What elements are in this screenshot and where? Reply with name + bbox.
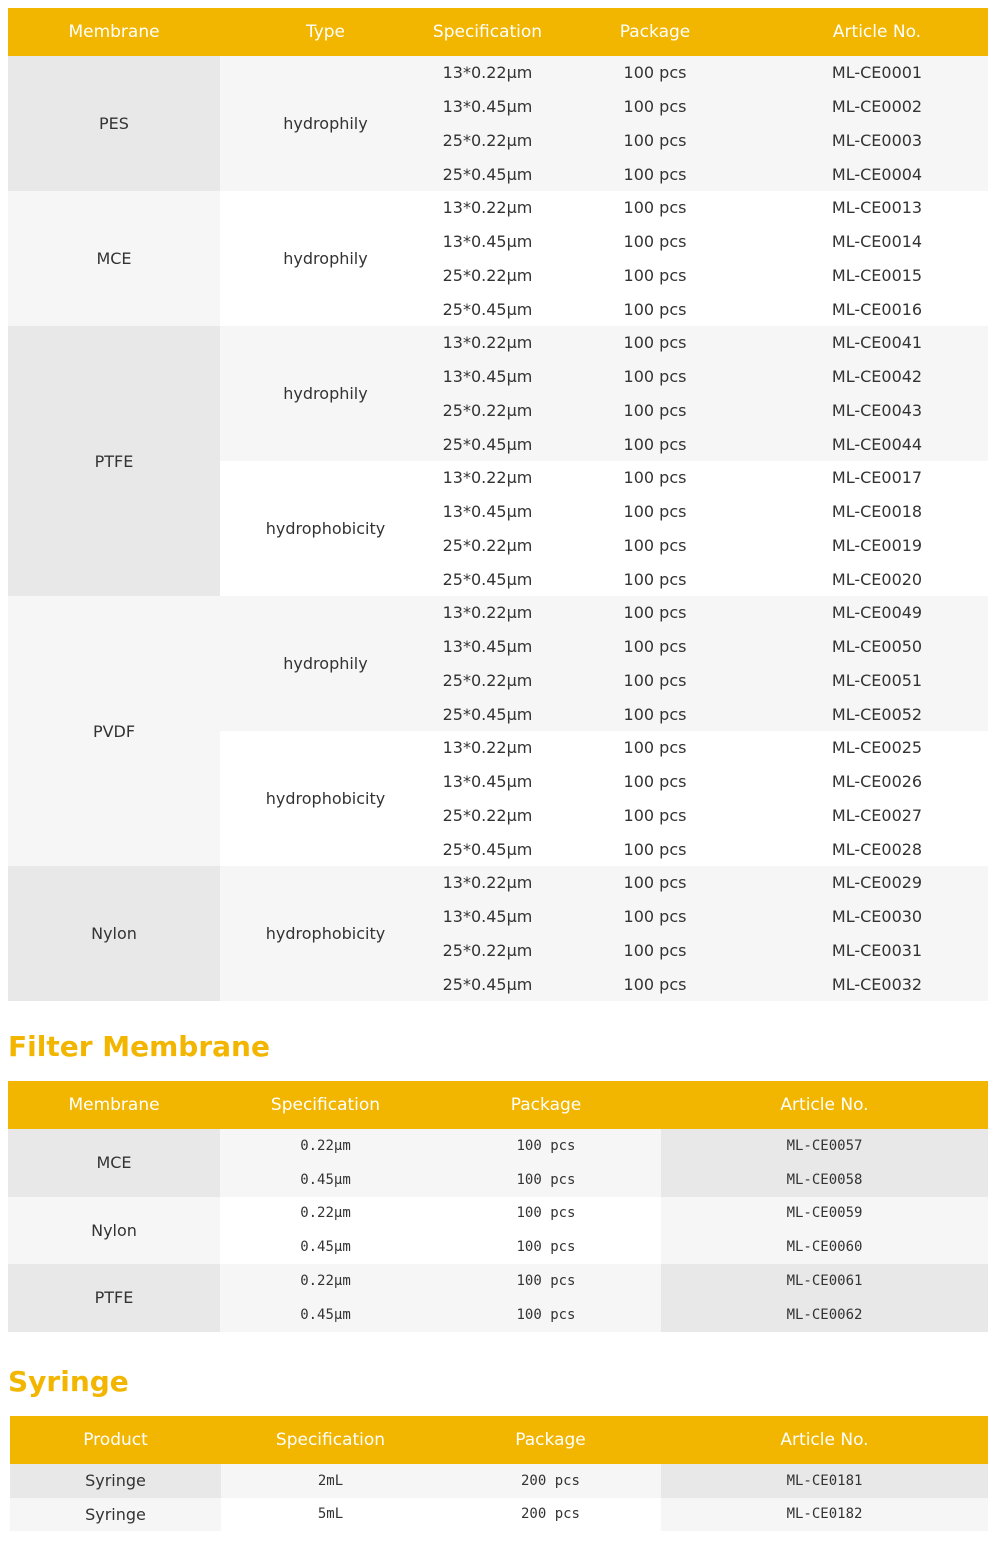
package-cell: 100 pcs	[623, 670, 687, 690]
spec-cell: 25*0.45μm	[442, 434, 533, 454]
spec-cell: 13*0.22μm	[442, 738, 533, 758]
article-cell: ML-CE0017	[831, 468, 923, 488]
membrane-cell: PES	[8, 56, 220, 191]
package-cell: 100 pcs	[623, 738, 687, 758]
spec-cell: 25*0.45μm	[442, 569, 533, 589]
spec-cell: 13*0.45μm	[442, 97, 533, 117]
spec-cell: 13*0.22μm	[442, 873, 533, 893]
header-membrane: Membrane	[8, 1081, 220, 1129]
membrane-cell: Nylon	[8, 1197, 220, 1265]
article-cell: ML-CE0001	[831, 63, 923, 83]
article-cell: ML-CE0027	[831, 805, 923, 825]
spec-cell: 25*0.22μm	[442, 670, 533, 690]
header-package: Package	[440, 1416, 661, 1464]
type-cell: hydrophobicity	[265, 924, 386, 943]
header-specification: Specification	[431, 8, 544, 56]
article-cell: ML-CE0044	[831, 434, 923, 454]
table-row	[8, 326, 988, 360]
membrane-cell: PTFE	[8, 326, 220, 596]
type-cell: hydrophobicity	[265, 519, 386, 538]
table-header-row	[10, 1416, 988, 1464]
package-cell: 100 pcs	[623, 63, 687, 83]
table-header-row	[8, 1081, 988, 1129]
spec-cell: 0.22μm	[300, 1205, 351, 1222]
article-cell: ML-CE0032	[831, 974, 923, 994]
article-cell: ML-CE0051	[831, 670, 923, 690]
header-specification: Specification	[220, 1081, 431, 1129]
table-row	[8, 1129, 988, 1163]
package-cell: 100 pcs	[516, 1205, 576, 1222]
spec-cell: 13*0.45μm	[442, 637, 533, 657]
package-cell: 100 pcs	[623, 400, 687, 420]
spec-cell: 25*0.22μm	[442, 535, 533, 555]
membrane-cell: MCE	[8, 191, 220, 326]
spec-cell: 0.22μm	[300, 1137, 351, 1154]
article-cell: ML-CE0050	[831, 637, 923, 657]
spec-cell: 0.45μm	[300, 1239, 351, 1256]
package-cell: 100 pcs	[516, 1239, 576, 1256]
header-specification: Specification	[221, 1416, 440, 1464]
package-cell: 200 pcs	[520, 1472, 580, 1489]
product-cell: Syringe	[10, 1464, 221, 1498]
header-membrane: Membrane	[8, 8, 220, 56]
spec-cell: 25*0.22μm	[442, 400, 533, 420]
article-cell: ML-CE0061	[661, 1264, 988, 1298]
package-cell: 100 pcs	[623, 130, 687, 150]
article-cell: ML-CE0013	[831, 198, 923, 218]
type-cell: hydrophily	[283, 384, 368, 403]
package-cell: 100 pcs	[623, 265, 687, 285]
spec-cell: 25*0.22μm	[442, 265, 533, 285]
article-cell: ML-CE0049	[831, 603, 923, 623]
header-article-no: Article No.	[766, 8, 988, 56]
article-cell: ML-CE0004	[831, 164, 923, 184]
table-row	[8, 596, 988, 630]
package-cell: 100 pcs	[623, 569, 687, 589]
spec-cell: 13*0.22μm	[442, 603, 533, 623]
spec-cell: 25*0.45μm	[442, 164, 533, 184]
spec-cell: 0.45μm	[300, 1306, 351, 1323]
package-cell: 100 pcs	[516, 1171, 576, 1188]
package-cell: 100 pcs	[516, 1272, 576, 1289]
membrane-cell: MCE	[8, 1129, 220, 1197]
article-cell: ML-CE0181	[661, 1464, 988, 1498]
spec-cell: 13*0.45μm	[442, 232, 533, 252]
spec-cell: 13*0.45μm	[442, 907, 533, 927]
package-cell: 100 pcs	[623, 637, 687, 657]
type-cell: hydrophily	[283, 114, 368, 133]
package-cell: 100 pcs	[623, 502, 687, 522]
table-row	[10, 1464, 988, 1498]
spec-cell: 25*0.45μm	[442, 299, 533, 319]
table-header-row	[8, 8, 988, 56]
membrane-cell: PVDF	[8, 596, 220, 866]
spec-cell: 5mL	[317, 1506, 344, 1523]
type-cell: hydrophily	[283, 249, 368, 268]
header-article-no: Article No.	[661, 1416, 988, 1464]
filter-membrane-table	[8, 1081, 988, 1332]
table-row	[8, 1264, 988, 1298]
article-cell: ML-CE0062	[661, 1298, 988, 1332]
spec-cell: 25*0.22μm	[442, 130, 533, 150]
filter-membrane-title: Filter Membrane	[8, 1030, 270, 1063]
article-cell: ML-CE0020	[831, 569, 923, 589]
table-row	[8, 191, 988, 225]
spec-cell: 25*0.45μm	[442, 974, 533, 994]
spec-cell: 13*0.22μm	[442, 198, 533, 218]
package-cell: 100 pcs	[623, 333, 687, 353]
package-cell: 200 pcs	[520, 1506, 580, 1523]
article-cell: ML-CE0018	[831, 502, 923, 522]
article-cell: ML-CE0057	[661, 1129, 988, 1163]
article-cell: ML-CE0003	[831, 130, 923, 150]
spec-cell: 13*0.45μm	[442, 772, 533, 792]
spec-cell: 0.45μm	[300, 1171, 351, 1188]
table-row	[8, 1197, 988, 1231]
spec-cell: 13*0.45μm	[442, 367, 533, 387]
spec-cell: 13*0.22μm	[442, 63, 533, 83]
package-cell: 100 pcs	[623, 907, 687, 927]
package-cell: 100 pcs	[516, 1137, 576, 1154]
article-cell: ML-CE0059	[661, 1197, 988, 1231]
article-cell: ML-CE0019	[831, 535, 923, 555]
product-cell: Syringe	[10, 1498, 221, 1532]
package-cell: 100 pcs	[623, 198, 687, 218]
membrane-cell: Nylon	[8, 866, 220, 1001]
package-cell: 100 pcs	[623, 805, 687, 825]
package-cell: 100 pcs	[623, 299, 687, 319]
package-cell: 100 pcs	[623, 873, 687, 893]
table-row	[8, 866, 988, 900]
article-cell: ML-CE0043	[831, 400, 923, 420]
package-cell: 100 pcs	[623, 603, 687, 623]
table-row	[8, 56, 988, 90]
package-cell: 100 pcs	[623, 164, 687, 184]
article-cell: ML-CE0182	[661, 1498, 988, 1532]
header-type: Type	[220, 8, 431, 56]
package-cell: 100 pcs	[623, 434, 687, 454]
package-cell: 100 pcs	[623, 232, 687, 252]
spec-cell: 25*0.45μm	[442, 704, 533, 724]
header-product: Product	[10, 1416, 221, 1464]
package-cell: 100 pcs	[623, 535, 687, 555]
package-cell: 100 pcs	[623, 839, 687, 859]
article-cell: ML-CE0029	[831, 873, 923, 893]
spec-cell: 2mL	[317, 1472, 344, 1489]
article-cell: ML-CE0014	[831, 232, 923, 252]
syringe-title: Syringe	[8, 1365, 129, 1398]
article-cell: ML-CE0031	[831, 940, 923, 960]
syringe-table	[10, 1416, 988, 1531]
package-cell: 100 pcs	[623, 772, 687, 792]
spec-cell: 13*0.22μm	[442, 468, 533, 488]
article-cell: ML-CE0060	[661, 1230, 988, 1264]
spec-cell: 25*0.45μm	[442, 839, 533, 859]
header-package: Package	[431, 1081, 661, 1129]
article-cell: ML-CE0028	[831, 839, 923, 859]
article-cell: ML-CE0002	[831, 97, 923, 117]
article-cell: ML-CE0042	[831, 367, 923, 387]
header-article-no: Article No.	[661, 1081, 988, 1129]
spec-cell: 13*0.22μm	[442, 333, 533, 353]
type-cell: hydrophobicity	[265, 789, 386, 808]
package-cell: 100 pcs	[516, 1306, 576, 1323]
membrane-cell: PTFE	[8, 1264, 220, 1332]
package-cell: 100 pcs	[623, 97, 687, 117]
spec-cell: 25*0.22μm	[442, 940, 533, 960]
article-cell: ML-CE0052	[831, 704, 923, 724]
package-cell: 100 pcs	[623, 974, 687, 994]
spec-cell: 13*0.45μm	[442, 502, 533, 522]
spec-cell: 0.22μm	[300, 1272, 351, 1289]
package-cell: 100 pcs	[623, 468, 687, 488]
header-package: Package	[544, 8, 766, 56]
spec-cell: 25*0.22μm	[442, 805, 533, 825]
package-cell: 100 pcs	[623, 704, 687, 724]
package-cell: 100 pcs	[623, 940, 687, 960]
article-cell: ML-CE0026	[831, 772, 923, 792]
package-cell: 100 pcs	[623, 367, 687, 387]
article-cell: ML-CE0030	[831, 907, 923, 927]
table-row	[10, 1498, 988, 1532]
article-cell: ML-CE0025	[831, 738, 923, 758]
article-cell: ML-CE0058	[661, 1163, 988, 1197]
type-cell: hydrophily	[283, 654, 368, 673]
article-cell: ML-CE0041	[831, 333, 923, 353]
article-cell: ML-CE0016	[831, 299, 923, 319]
filter-table	[8, 8, 988, 1001]
article-cell: ML-CE0015	[831, 265, 923, 285]
